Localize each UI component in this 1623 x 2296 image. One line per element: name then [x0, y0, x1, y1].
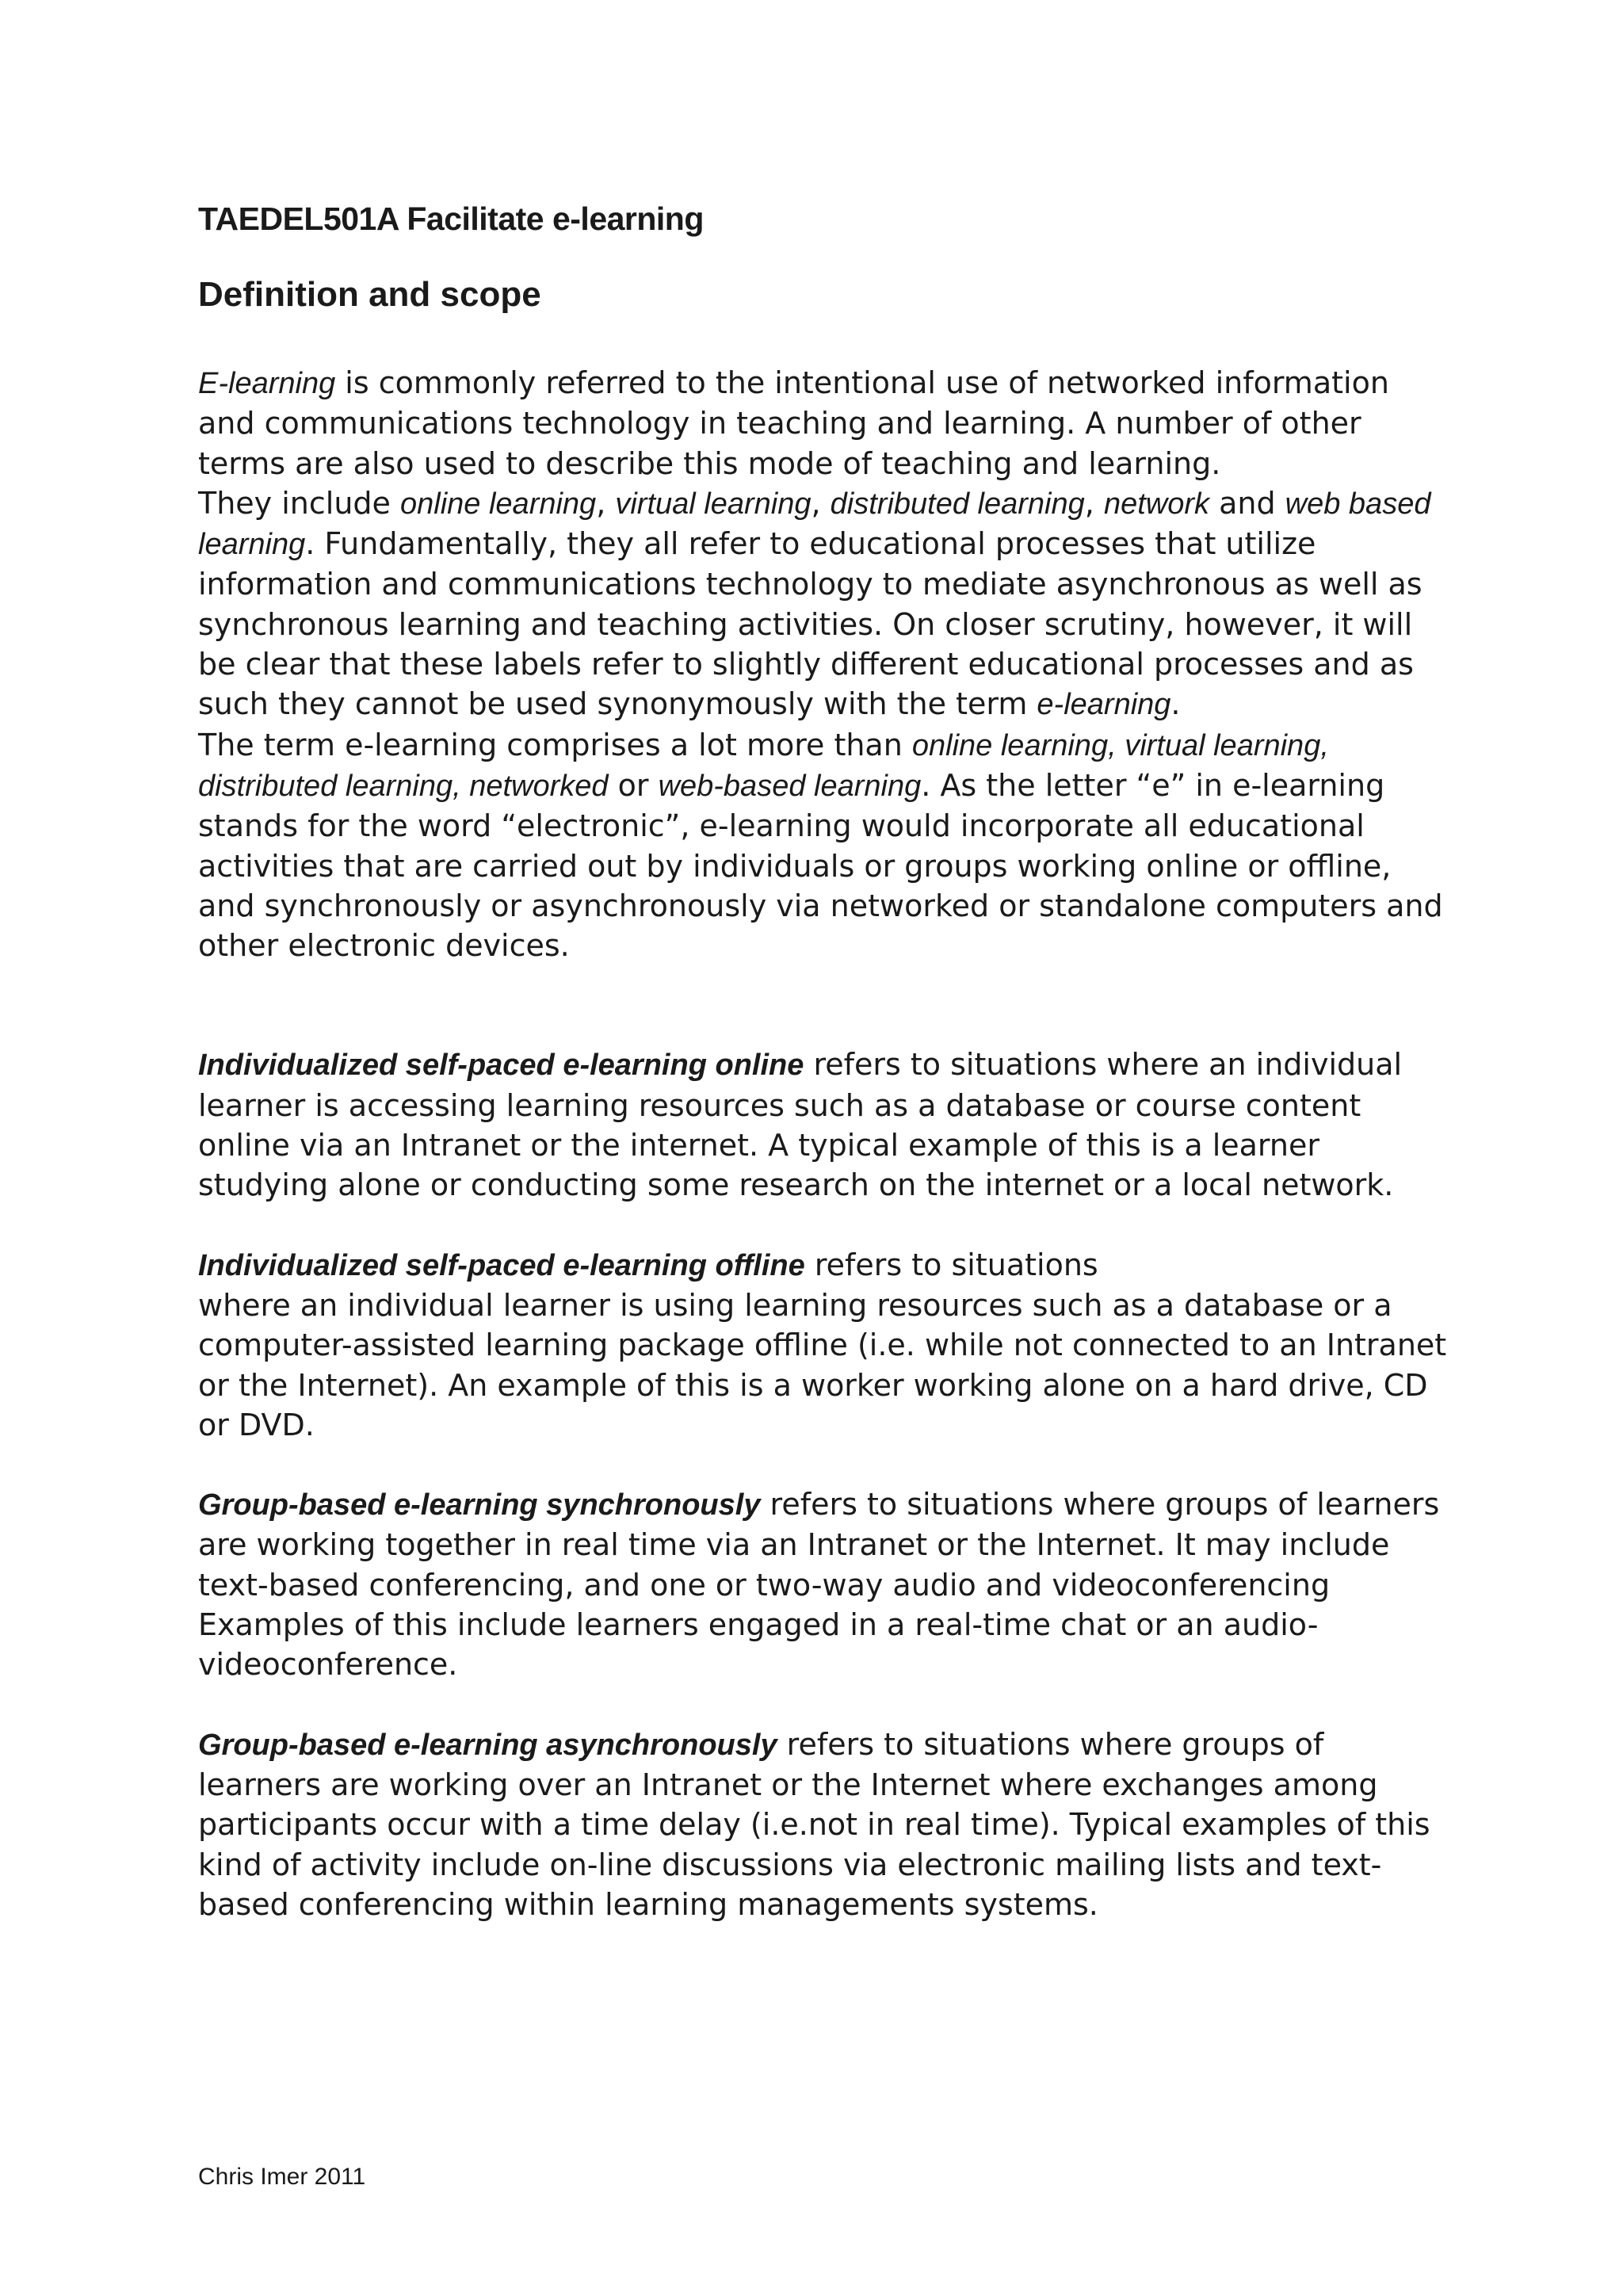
definition-text: refers to situations where groups of learners are working over an Intranet or the Internet where exchanges among participants occur with a time delay (i.e.not in real time). Typical examples of this kind of activity include on-line discussions via electronic mailing lists and text-based conferencing within learning managements systems.	[198, 1726, 1430, 1922]
term-e-learning: e-learning	[1037, 688, 1171, 722]
definition-term: Group-based e-learning synchronously	[198, 1488, 761, 1522]
definition-paragraph	[198, 1725, 1450, 1924]
definition-text: refers to situations where groups of learners are working together in real time via an Intranet or the Internet. It may include text-based conferencing, and one or two-way audio and videoconferencing Examples of this include learners engaged in a real-time chat or an audio-videoconference.	[198, 1487, 1440, 1683]
definition-term: Group-based e-learning asynchronously	[198, 1728, 777, 1762]
definition-paragraph	[198, 1245, 1450, 1445]
separator-text: or	[608, 767, 659, 803]
paragraph-text: They include	[198, 485, 400, 521]
intro-paragraph-scope	[198, 725, 1450, 966]
document-title: TAEDEL501A Facilitate e-learning	[198, 201, 704, 237]
definition-text: where an individual learner is using learning resources such as a database or a computer-assisted learning package offline (i.e. while not connected to an Intranet or the Internet). An example of this is a worker working alone on a hard drive, CD or DVD.	[198, 1287, 1447, 1442]
term-distributed-learning: distributed learning	[830, 487, 1085, 521]
term-web-based-learning: web-based learning	[658, 769, 922, 803]
paragraph-text: . As the letter “e” in e-learning stands for the word “electronic”, e-learning would incorporate all educational activities that are carried out by individuals or groups working online or offline, and synchronously or asynchronously via networked or standalone computers and other electronic devices.	[198, 767, 1443, 964]
term-online-learning: online learning	[400, 487, 597, 521]
paragraph-text: is commonly referred to the intentional use of networked information and communications technology in teaching and learning. A number of other terms are also used to describe this mode of teaching and learning.	[198, 365, 1389, 481]
paragraph-text: .	[1170, 686, 1181, 722]
term-list: online learning, virtual learning, distributed learning, networked	[198, 728, 1329, 803]
definition-paragraph	[198, 1045, 1450, 1205]
term-network: network	[1103, 487, 1209, 521]
separator-text: ,	[596, 485, 616, 521]
term-e-learning: E-learning	[198, 367, 336, 400]
term-web-based-learning: web based learning	[198, 487, 1431, 562]
section-heading: Definition and scope	[198, 275, 541, 314]
term-virtual-learning: virtual learning	[615, 487, 812, 521]
paragraph-text: . Fundamentally, they all refer to educational processes that utilize information and communications technology to mediate asynchronous as well as synchronous learning and teaching activities. On closer scrutiny, however, it will be clear that these labels refer to slightly different educational processes and as such they cannot be used synonymously with the term	[198, 526, 1423, 722]
definition-text: refers to situations where an individual learner is accessing learning resources such as a database or course content online via an Intranet or the internet. A typical example of this is a learner studying alone or conducting some research on the internet or a local network.	[198, 1047, 1403, 1203]
page-content	[198, 197, 1450, 1924]
definition-term: Individualized self-paced e-learning online	[198, 1049, 804, 1083]
intro-paragraph-terms	[198, 483, 1450, 725]
separator-text: ,	[1084, 485, 1104, 521]
definition-paragraph	[198, 1484, 1450, 1684]
intro-paragraph-definition	[198, 363, 1450, 483]
definition-term: Individualized self-paced e-learning offline	[198, 1248, 805, 1282]
page-footer: Chris Imer 2011	[198, 2164, 366, 2190]
paragraph-text: The term e-learning comprises a lot more than	[198, 727, 912, 762]
separator-text: ,	[811, 485, 831, 521]
definition-text: refers to situations	[804, 1247, 1098, 1282]
separator-text: and	[1209, 485, 1285, 521]
